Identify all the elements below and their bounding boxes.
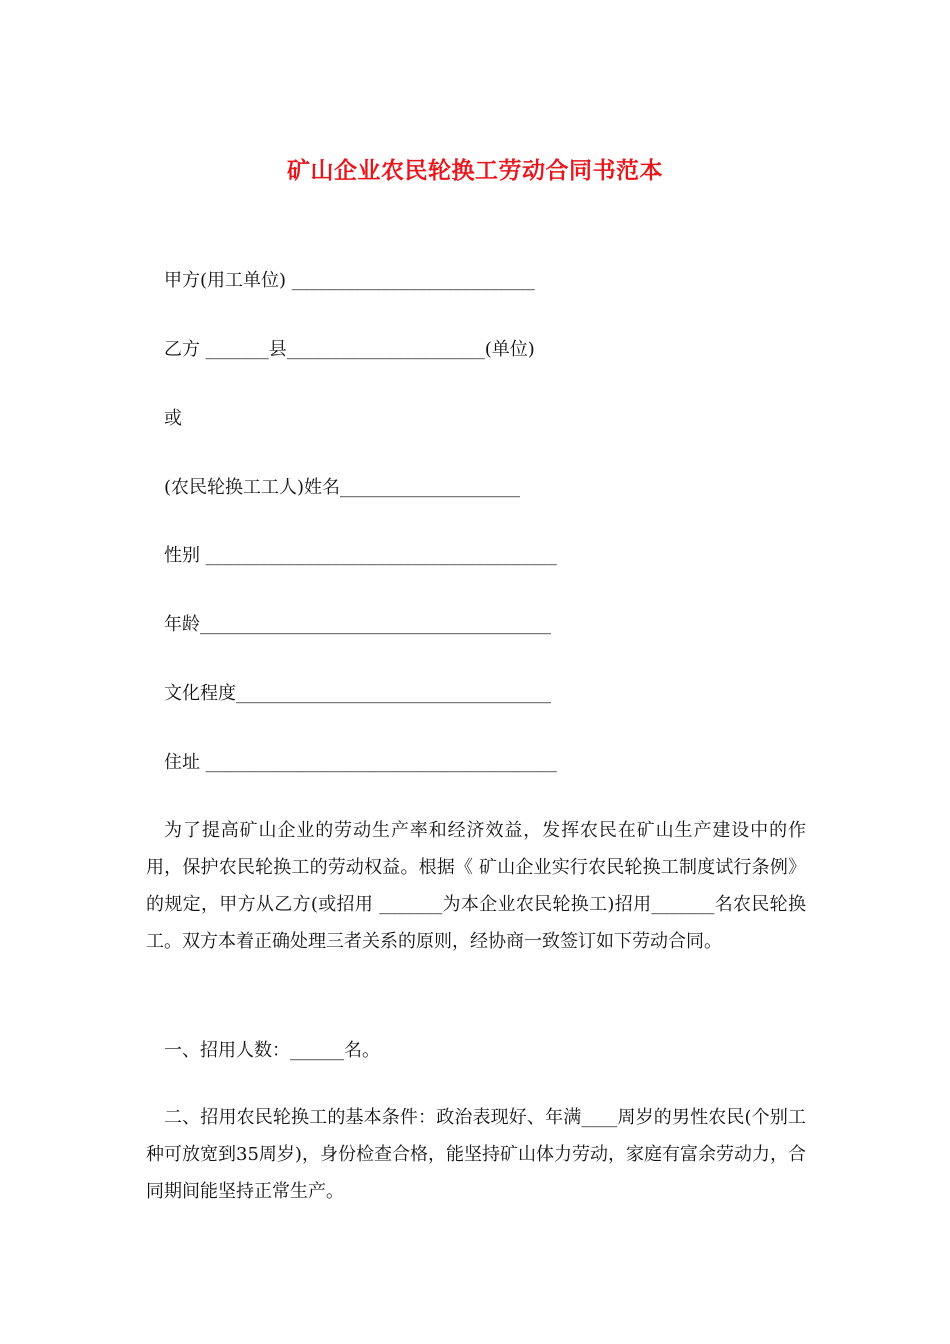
address-field: 住址 _______________________________________ [164, 752, 557, 773]
age-field: 年龄_______________________________________ [164, 614, 551, 635]
education-field: 文化程度___________________________________ [164, 683, 551, 704]
intro-paragraph: 为了提高矿山企业的劳动生产率和经济效益，发挥农民在矿山生产建设中的作用，保护农民轮换工的劳动权益。根据《 矿山企业实行农民轮换工制度试行条例》的规定，甲方从乙方(或招用 _______为本企业农民轮换工)招用_______名农民轮换工。双方本着正确处理三者关系的原则，经协商一致签订如下劳动合同。 [146, 820, 806, 952]
or-label: 或 [164, 408, 182, 429]
gender-field: 性别 _______________________________________ [164, 545, 557, 566]
party-b-field: 乙方 _______县______________________(单位) [164, 339, 535, 360]
party-a-field: 甲方(用工单位) ___________________________ [164, 270, 535, 291]
worker-name-field: (农民轮换工工人)姓名____________________ [164, 477, 521, 498]
clause-1: 一、招用人数：______名。 [164, 1040, 380, 1061]
clause-2: 二、招用农民轮换工的基本条件：政治表现好、年满____周岁的男性农民(个别工种可放宽到35周岁)，身份检查合格，能坚持矿山体力劳动，家庭有富余劳动力，合同期间能坚持正常生产。 [146, 1107, 806, 1202]
document-title: 矿山企业农民轮换工劳动合同书范本 [287, 157, 663, 184]
